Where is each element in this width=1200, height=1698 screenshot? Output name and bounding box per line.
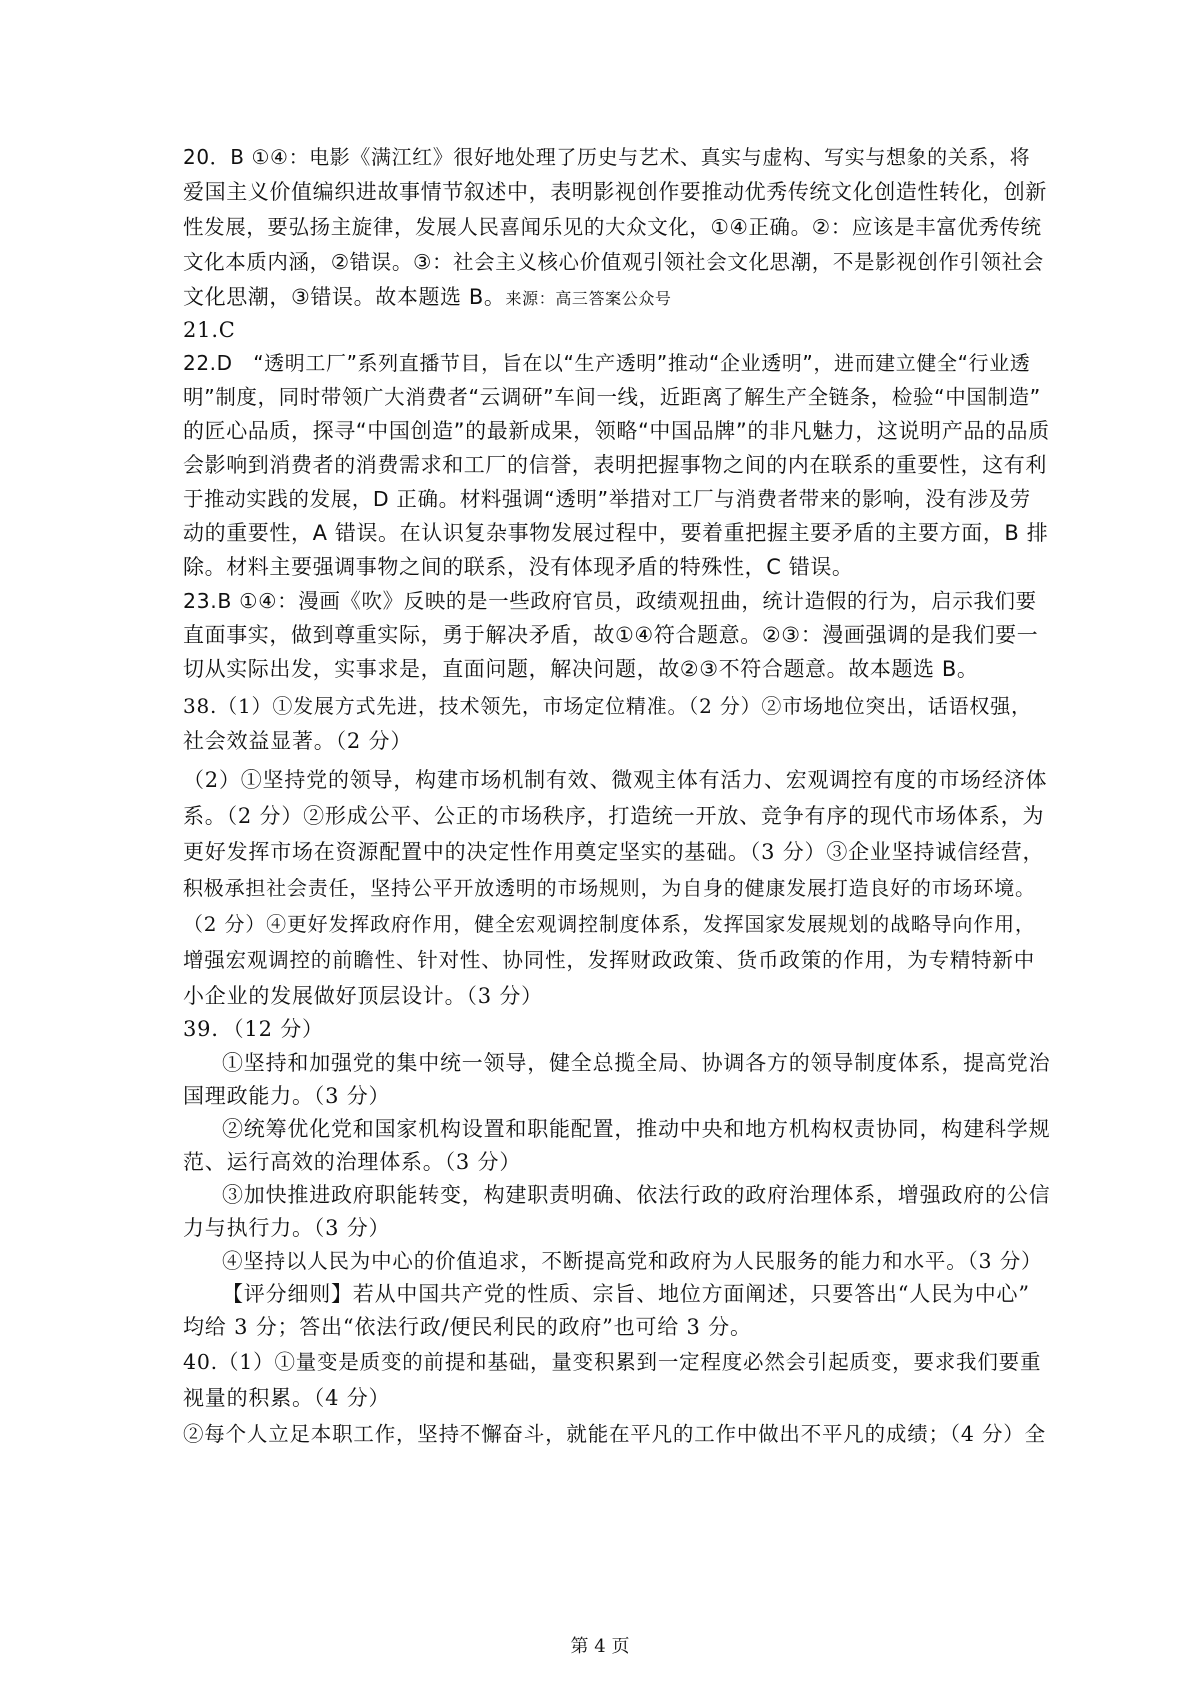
q39-line-2: ①坚持和加强党的集中统一领导，健全总揽全局、协调各方的领导制度体系，提高党治	[222, 1051, 1051, 1075]
q38-line-8: 增强宏观调控的前瞻性、针对性、协同性，发挥财政政策、货币政策的作用，为专精特新中	[183, 948, 1035, 972]
q22-line-3: 的匠心品质，探寻“中国创造”的最新成果，领略“中国品牌”的非凡魅力，这说明产品的品质	[183, 419, 1050, 443]
q20-line-5	[183, 287, 672, 308]
q20-line-2: 爱国主义价值编织进故事情节叙述中，表明影视创作要推动优秀传统文化创造性转化，创新	[183, 180, 1047, 204]
q40-line-3: ②每个人立足本职工作，坚持不懈奋斗，就能在平凡的工作中做出不平凡的成绩；（4 分）全	[183, 1422, 1046, 1446]
q20-line-4: 文化本质内涵，②错误。③：社会主义核心价值观引领社会文化思潮，不是影视创作引领社会	[183, 250, 1044, 274]
q40-line-1: 40.（1）①量变是质变的前提和基础，量变积累到一定程度必然会引起质变，要求我们要重	[183, 1350, 1042, 1374]
q21-line-1: 21.C	[183, 318, 236, 342]
q38-line-3: （2）①坚持党的领导，构建市场机制有效、微观主体有活力、宏观调控有度的市场经济体	[183, 768, 1048, 792]
q40-line-2: 视量的积累。（4 分）	[183, 1386, 391, 1410]
q39-line-6: ③加快推进政府职能转变，构建职责明确、依法行政的政府治理体系，增强政府的公信	[222, 1183, 1051, 1207]
q20-line-3: 性发展，要弘扬主旋律，发展人民喜闻乐见的大众文化，①④正确。②：应该是丰富优秀传统	[183, 215, 1042, 239]
q39-line-10: 均给 3 分；答出“依法行政/便民利民的政府”也可给 3 分。	[183, 1315, 752, 1339]
q38-line-9: 小企业的发展做好顶层设计。（3 分）	[183, 984, 543, 1008]
q39-line-8: ④坚持以人民为中心的价值追求，不断提高党和政府为人民服务的能力和水平。（3 分）	[222, 1249, 1043, 1273]
q20-line-1: 20．B ①④：电影《满江红》很好地处理了历史与艺术、真实与虚构、写实与想象的关系，将	[183, 145, 1031, 169]
q38-line-5: 更好发挥市场在资源配置中的决定性作用奠定坚实的基础。（3 分）③企业坚持诚信经营，	[183, 840, 1045, 864]
q23-line-2: 直面事实，做到尊重实际，勇于解决矛盾，故①④符合题意。②③：漫画强调的是我们要一	[183, 623, 1039, 647]
q38-line-2: 社会效益显著。（2 分）	[183, 729, 413, 753]
q22-line-7: 除。材料主要强调事物之间的联系，没有体现矛盾的特殊性，C 错误。	[183, 555, 854, 579]
q22-line-5: 于推动实践的发展，D 正确。材料强调“透明”举措对工厂与消费者带来的影响，没有涉及劳	[183, 487, 1031, 511]
q39-line-5: 范、运行高效的治理体系。（3 分）	[183, 1150, 522, 1174]
q20-line-5-text: 文化思潮，③错误。故本题选 B。	[183, 285, 506, 309]
q38-line-4: 系。（2 分）②形成公平、公正的市场秩序，打造统一开放、竞争有序的现代市场体系，为	[183, 804, 1045, 828]
q22-line-6: 动的重要性，A 错误。在认识复杂事物发展过程中，要着重把握主要矛盾的主要方面，B 排	[183, 521, 1049, 545]
q39-line-4: ②统筹优化党和国家机构设置和职能配置，推动中央和地方机构权责协同，构建科学规	[222, 1117, 1051, 1141]
page-number: 第 4 页	[570, 1636, 630, 1657]
q38-line-7: （2 分）④更好发挥政府作用，健全宏观调控制度体系，发挥国家发展规划的战略导向作用，	[183, 912, 1036, 936]
q23-line-3: 切从实际出发，实事求是，直面问题，解决问题，故②③不符合题意。故本题选 B。	[183, 657, 979, 681]
q22-line-2: 明”制度，同时带领广大消费者“云调研”车间一线，近距离了解生产全链条，检验“中国制造”	[183, 385, 1041, 409]
q23-line-1: 23.B ①④：漫画《吹》反映的是一些政府官员，政绩观扭曲，统计造假的行为，启示我们要	[183, 589, 1037, 613]
q38-line-6: 积极承担社会责任，坚持公平开放透明的市场规则，为自身的健康发展打造良好的市场环境。	[183, 876, 1036, 900]
q22-line-4: 会影响到消费者的消费需求和工厂的信誉，表明把握事物之间的内在联系的重要性，这有利	[183, 453, 1047, 477]
q39-line-1: 39．（12 分）	[183, 1017, 324, 1041]
q39-line-3: 国理政能力。（3 分）	[183, 1084, 391, 1108]
q39-line-9: 【评分细则】若从中国共产党的性质、宗旨、地位方面阐述，只要答出“人民为中心”	[222, 1282, 1030, 1306]
q38-line-1: 38.（1）①发展方式先进，技术领先，市场定位精准。（2 分）②市场地位突出，话语权强，	[183, 694, 1032, 718]
q39-line-7: 力与执行力。（3 分）	[183, 1216, 391, 1240]
q22-line-1: 22.D “透明工厂”系列直播节目，旨在以“生产透明”推动“企业透明”，进而建立健全“行业透	[183, 351, 1031, 375]
source-note: 来源：高三答案公众号	[505, 289, 672, 308]
